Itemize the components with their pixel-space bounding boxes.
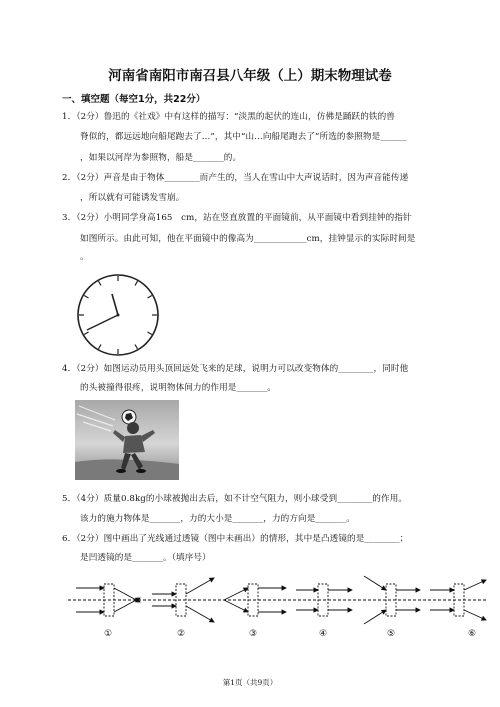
q3-line1: 3．（2分）小明同学身高165 cm，站在竖直放置的平面镜前，从平面镜中看到挂钟的指针 — [62, 213, 412, 223]
q5-line1: 5．（4分）质量0.8kg的小球被抛出去后，如不计空气阻力，则小球受到________的作用。 — [62, 494, 408, 504]
lens-label-4: ④ — [318, 629, 328, 639]
clock-figure — [75, 272, 161, 358]
soccer-header-image — [75, 400, 179, 480]
q4-line1: 4．（2分）如图运动员用头顶回远处飞来的足球，说明力可以改变物体的________，同时他 — [62, 364, 409, 374]
page-footer: 第1页（共9页） — [222, 678, 278, 687]
clock-minute-hand — [87, 315, 118, 330]
lens-label-5: ⑤ — [386, 629, 396, 639]
clock-center — [117, 314, 120, 317]
lens-box-5 — [364, 576, 420, 624]
lens-label-1: ① — [103, 629, 113, 639]
clock-hour-hand — [112, 294, 118, 315]
q1-line2: 脊似的，都远远地向船尾跑去了…”，其中“山…向船尾跑去了”所选的参照物是______ — [80, 132, 407, 142]
page-title: 河南省南阳市南召县八年级（上）期末物理试卷 — [108, 68, 392, 84]
q6-line2: 是凹透镜的是_______。（填序号） — [80, 553, 211, 563]
q2-line2: ，所以就有可能诱发雪崩。 — [80, 193, 185, 203]
q4-line2: 的头被撞得很疼，说明物体间力的作用是_______。 — [80, 383, 276, 393]
section-heading: 一、填空题（每空1分，共22分） — [62, 94, 206, 105]
q1-line1: 1．（2分）鲁迅的《社戏》中有这样的描写：“淡黑的起伏的连山，仿佛是踊跃的铁的兽 — [62, 112, 395, 122]
q5-line2: 该力的施力物体是_______，力的大小是_______，力的方向是_______。 — [80, 514, 355, 524]
q3-line3: 。 — [80, 252, 89, 262]
q2-line1: 2．（2分）声音是由于物体________而产生的，当人在雪山中大声说话时，因为声音能传递 — [62, 173, 409, 183]
q1-line3: ，如果以河岸为参照物，船是_______的。 — [80, 153, 242, 163]
lens-label-3: ③ — [248, 629, 258, 639]
lens-label-2: ② — [176, 629, 186, 639]
lens-label-6: ⑥ — [467, 629, 477, 639]
q6-line1: 6．（2分）图中画出了光线通过透镜（图中未画出）的情形，其中是凸透镜的是________； — [62, 534, 409, 544]
q3-line2: 如图所示。由此可知，他在平面镜中的像高为____________cm，挂钟显示的实际时间是 — [80, 234, 416, 244]
lens-diagram-row — [68, 570, 488, 640]
